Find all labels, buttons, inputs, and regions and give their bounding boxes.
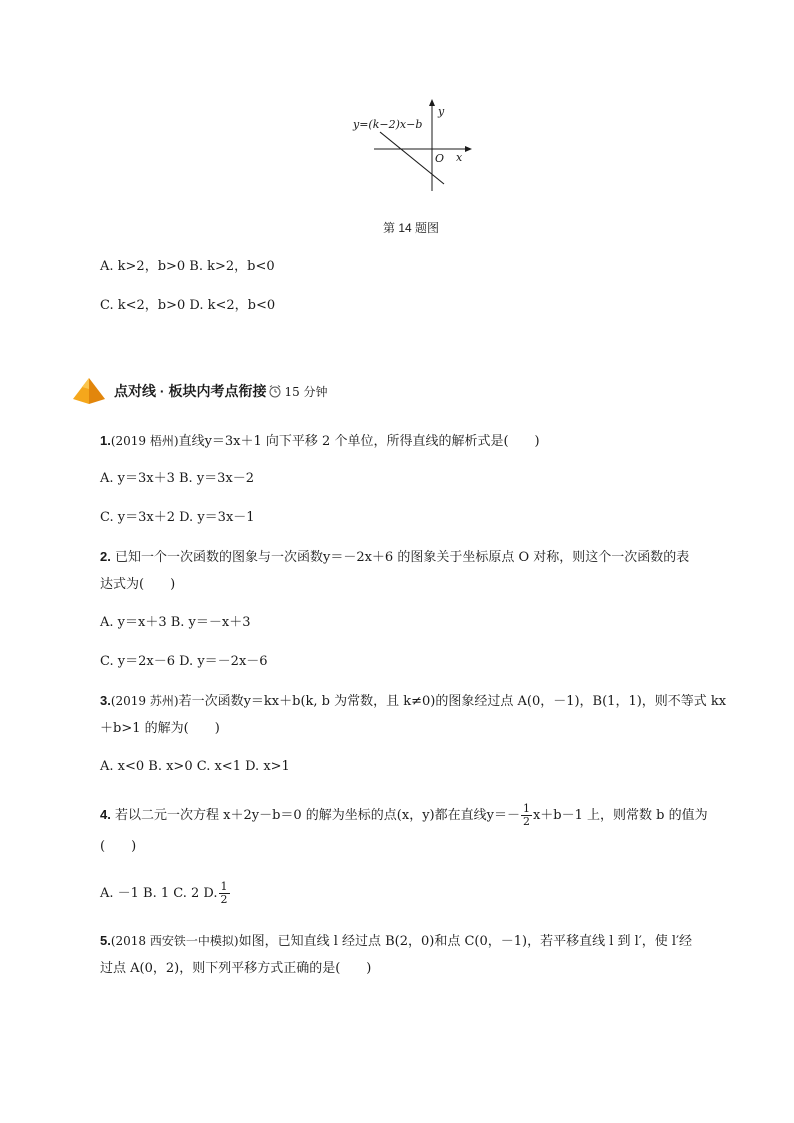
q2-options-line-2: C. y＝2x－6 D. y＝－2x－6: [100, 654, 268, 669]
fraction-numerator: 1: [522, 802, 530, 815]
question-number: 1.: [100, 433, 111, 448]
alarm-clock-icon: [268, 384, 282, 398]
question-3-text-cont: ＋b>1 的解为( ): [100, 721, 220, 736]
question-number: 2.: [100, 549, 111, 564]
question-5: [100, 932, 692, 951]
question-text: 如图，已知直线 l 经过点 B(2，0)和点 C(0，－1)，若平移直线 l 到 l′，使 l′经: [238, 934, 693, 949]
question-2-text-cont: 达式为( ): [100, 577, 176, 592]
y-axis-arrow: [429, 99, 435, 106]
q4-options-text: A. －1 B. 1 C. 2 D.: [100, 886, 218, 901]
section-header: [72, 376, 328, 406]
equation-label: y=(k−2)x−b: [353, 118, 423, 131]
fraction: [521, 803, 532, 828]
pyramid-icon: [72, 377, 106, 405]
section-time: 15 分钟: [284, 384, 328, 399]
q14-options-line-2: C. k<2，b>0 D. k<2，b<0: [100, 298, 276, 313]
q4-options: [100, 877, 231, 911]
figure-caption: 第 14 题图: [383, 221, 440, 235]
question-5-text-cont: 过点 A(0，2)，则下列平移方式正确的是( ): [100, 961, 372, 976]
fraction-denominator: 2: [522, 815, 530, 828]
question-text-cont: x＋b－1 上，则常数 b 的值为: [532, 808, 708, 823]
question-1: [100, 432, 540, 451]
x-axis-label: x: [456, 151, 463, 164]
question-text: 若以二元一次方程 x＋2y－b＝0 的解为坐标的点(x，y)都在直线y＝－: [114, 808, 520, 823]
question-source: (2019 苏州): [110, 694, 179, 708]
q14-options-line-1: A. k>2，b>0 B. k>2，b<0: [100, 259, 275, 274]
question-number: 5.: [100, 933, 111, 948]
section-title: 点对线 · 板块内考点衔接: [114, 383, 267, 399]
y-axis-label: y: [438, 105, 445, 118]
function-graph-figure: [350, 95, 480, 195]
question-3: [100, 692, 726, 711]
q3-options: A. x<0 B. x>0 C. x<1 D. x>1: [100, 759, 290, 774]
fraction-numerator: 1: [220, 880, 228, 893]
question-4: [100, 798, 708, 832]
q1-options-line-1: A. y＝3x＋3 B. y＝3x－2: [100, 471, 255, 486]
fraction: [219, 881, 230, 906]
origin-label: O: [435, 152, 445, 165]
question-source: (2018 西安铁一中模拟): [110, 934, 239, 948]
question-text: 若一次函数y＝kx＋b(k, b 为常数，且 k≠0)的图象经过点 A(0，－1)，B(1，1)，则不等式 kx: [178, 694, 727, 709]
question-4-answer-blank: ( ): [100, 839, 137, 854]
question-number: 4.: [100, 807, 111, 822]
fraction-denominator: 2: [220, 893, 228, 906]
question-2: [100, 548, 689, 567]
q1-options-line-2: C. y＝3x＋2 D. y＝3x－1: [100, 510, 255, 525]
question-text: 直线y＝3x＋1 向下平移 2 个单位，所得直线的解析式是( ): [178, 434, 540, 449]
question-text: 已知一个一次函数的图象与一次函数y＝－2x＋6 的图象关于坐标原点 O 对称，则这个一次函数的表: [114, 550, 690, 565]
x-axis-arrow: [465, 146, 472, 152]
question-number: 3.: [100, 693, 111, 708]
q2-options-line-1: A. y＝x＋3 B. y＝－x＋3: [100, 615, 251, 630]
question-source: (2019 梧州): [110, 434, 179, 448]
